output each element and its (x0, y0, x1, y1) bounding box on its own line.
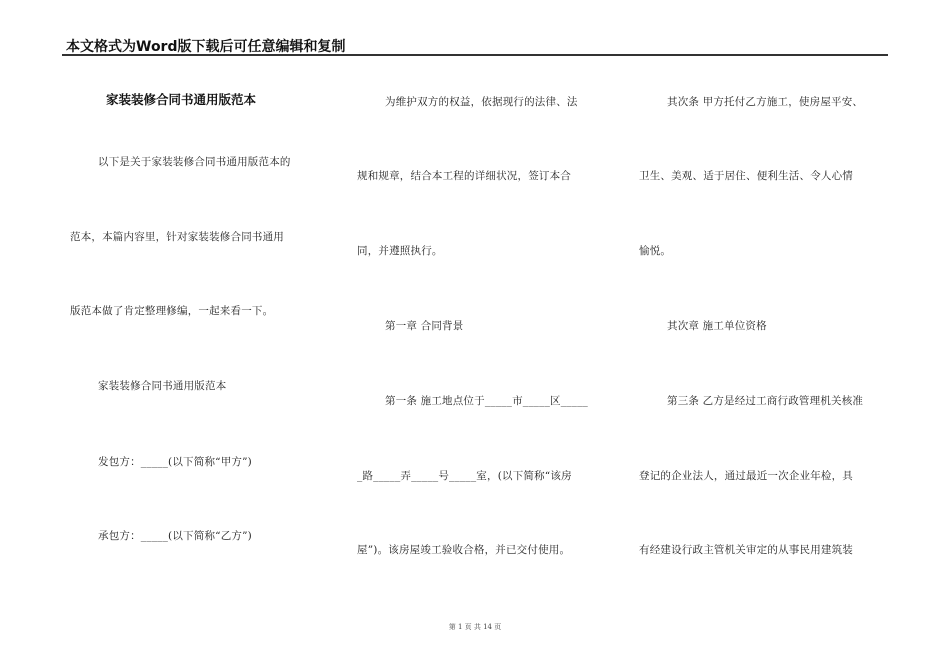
paragraph-line: 第三条 乙方是经过工商行政管理机关核准 (667, 395, 864, 407)
paragraph-line: _路_____弄_____号_____室，(以下简称“该房 (357, 470, 572, 482)
paragraph-line: 卫生、美观、适于居住、便利生活、令人心情 (639, 170, 853, 182)
paragraph-line: 以下是关于家装装修合同书通用版范本的 (98, 156, 291, 168)
paragraph-line: 范本，本篇内容里，针对家装装修合同书通用 (70, 231, 284, 243)
paragraph-line: 第一条 施工地点位于_____市_____区_____ (385, 395, 588, 407)
paragraph-line: 为维护双方的权益，依据现行的法律、法 (385, 96, 578, 108)
party-b-line: 承包方：_____(以下简称“乙方”) (98, 530, 252, 542)
page-number: 第 1 页 共 14 页 (448, 623, 502, 631)
paragraph-line: 规和规章，结合本工程的详细状况，签订本合 (357, 170, 571, 182)
paragraph-line: 同，并遵照执行。 (357, 245, 443, 257)
paragraph-line: 屋”)。该房屋竣工验收合格，并已交付使用。 (357, 544, 571, 556)
header-divider (62, 54, 888, 56)
paragraph-line: 版范本做了肯定整理修编，一起来看一下。 (70, 305, 274, 317)
paragraph-line: 有经建设行政主管机关审定的从事民用建筑装 (639, 544, 853, 556)
page-header: 本文格式为Word版下载后可任意编辑和复制 (66, 39, 346, 55)
chapter-heading: 第一章 合同背景 (385, 320, 464, 332)
paragraph-line: 愉悦。 (639, 245, 672, 257)
paragraph-line: 其次条 甲方托付乙方施工，使房屋平安、 (667, 96, 864, 108)
paragraph-line: 登记的企业法人，通过最近一次企业年检，具 (639, 470, 853, 482)
section-heading: 家装装修合同书通用版范本 (98, 380, 227, 392)
document-title: 家装装修合同书通用版范本 (106, 92, 257, 107)
party-a-line: 发包方：_____(以下简称“甲方”) (98, 456, 252, 468)
chapter-heading: 其次章 施工单位资格 (667, 320, 767, 332)
